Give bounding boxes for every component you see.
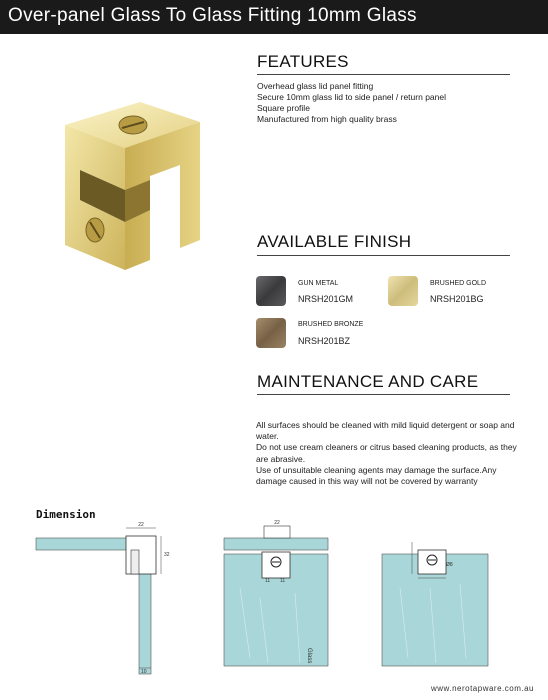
page-title: Over-panel Glass To Glass Fitting 10mm Glass [8, 5, 417, 26]
glass-label: Glass [306, 648, 312, 664]
dim-bottom: 10 [141, 669, 147, 675]
footer-url: www.nerotapware.com.au [430, 684, 534, 693]
divider [257, 394, 510, 395]
features-heading: FEATURES [257, 52, 349, 71]
divider [257, 255, 510, 256]
finish-code: NRSH201BZ [298, 336, 351, 346]
product-image [40, 80, 230, 300]
paragraph: Do not use cream cleaners or citrus based cleaning products, as they are abrasive. [256, 442, 517, 464]
side-section-drawing [36, 522, 170, 675]
paragraph: All surfaces should be cleaned with mild liquid detergent or soap and water. [256, 420, 515, 442]
finish-name: BRUSHED BRONZE [298, 321, 364, 328]
list-item: Square profile [257, 103, 310, 113]
title-bar [0, 0, 548, 34]
finish-name: BRUSHED GOLD [430, 280, 487, 287]
divider [257, 74, 510, 75]
front-view-drawing [224, 520, 328, 666]
svg-text:22: 22 [274, 520, 280, 526]
dim-top-width: 22 [138, 522, 144, 528]
finish-code: NRSH201BG [430, 294, 484, 304]
list-item: Overhead glass lid panel fitting [257, 81, 374, 91]
dim-hole-b: 11 [280, 578, 286, 584]
dim-diameter: Ø8 [446, 562, 453, 568]
features-list [257, 81, 446, 125]
paragraph: Use of unsuitable cleaning agents may damage the surface.Any damage caused in this way will not be covered by warranty [256, 464, 497, 487]
dimension-drawings [0, 518, 548, 680]
finish-name: GUN METAL [298, 280, 339, 287]
finish-code: NRSH201GM [298, 294, 354, 304]
swatch-gun-metal [256, 276, 286, 306]
list-item: Secure 10mm glass lid to side panel / return panel [257, 92, 446, 102]
swatch-brushed-bronze [256, 318, 286, 348]
maintenance-heading: MAINTENANCE AND CARE [257, 372, 479, 391]
finish-heading: AVAILABLE FINISH [257, 232, 412, 251]
top-view-drawing [382, 542, 488, 666]
swatch-brushed-gold [388, 276, 418, 306]
dimension-heading: Dimension [36, 508, 96, 521]
dim-hole-a: 11 [265, 578, 271, 584]
list-item: Manufactured from high quality brass [257, 114, 397, 124]
dim-side-height: 32 [164, 552, 170, 558]
maintenance-text [256, 420, 526, 487]
